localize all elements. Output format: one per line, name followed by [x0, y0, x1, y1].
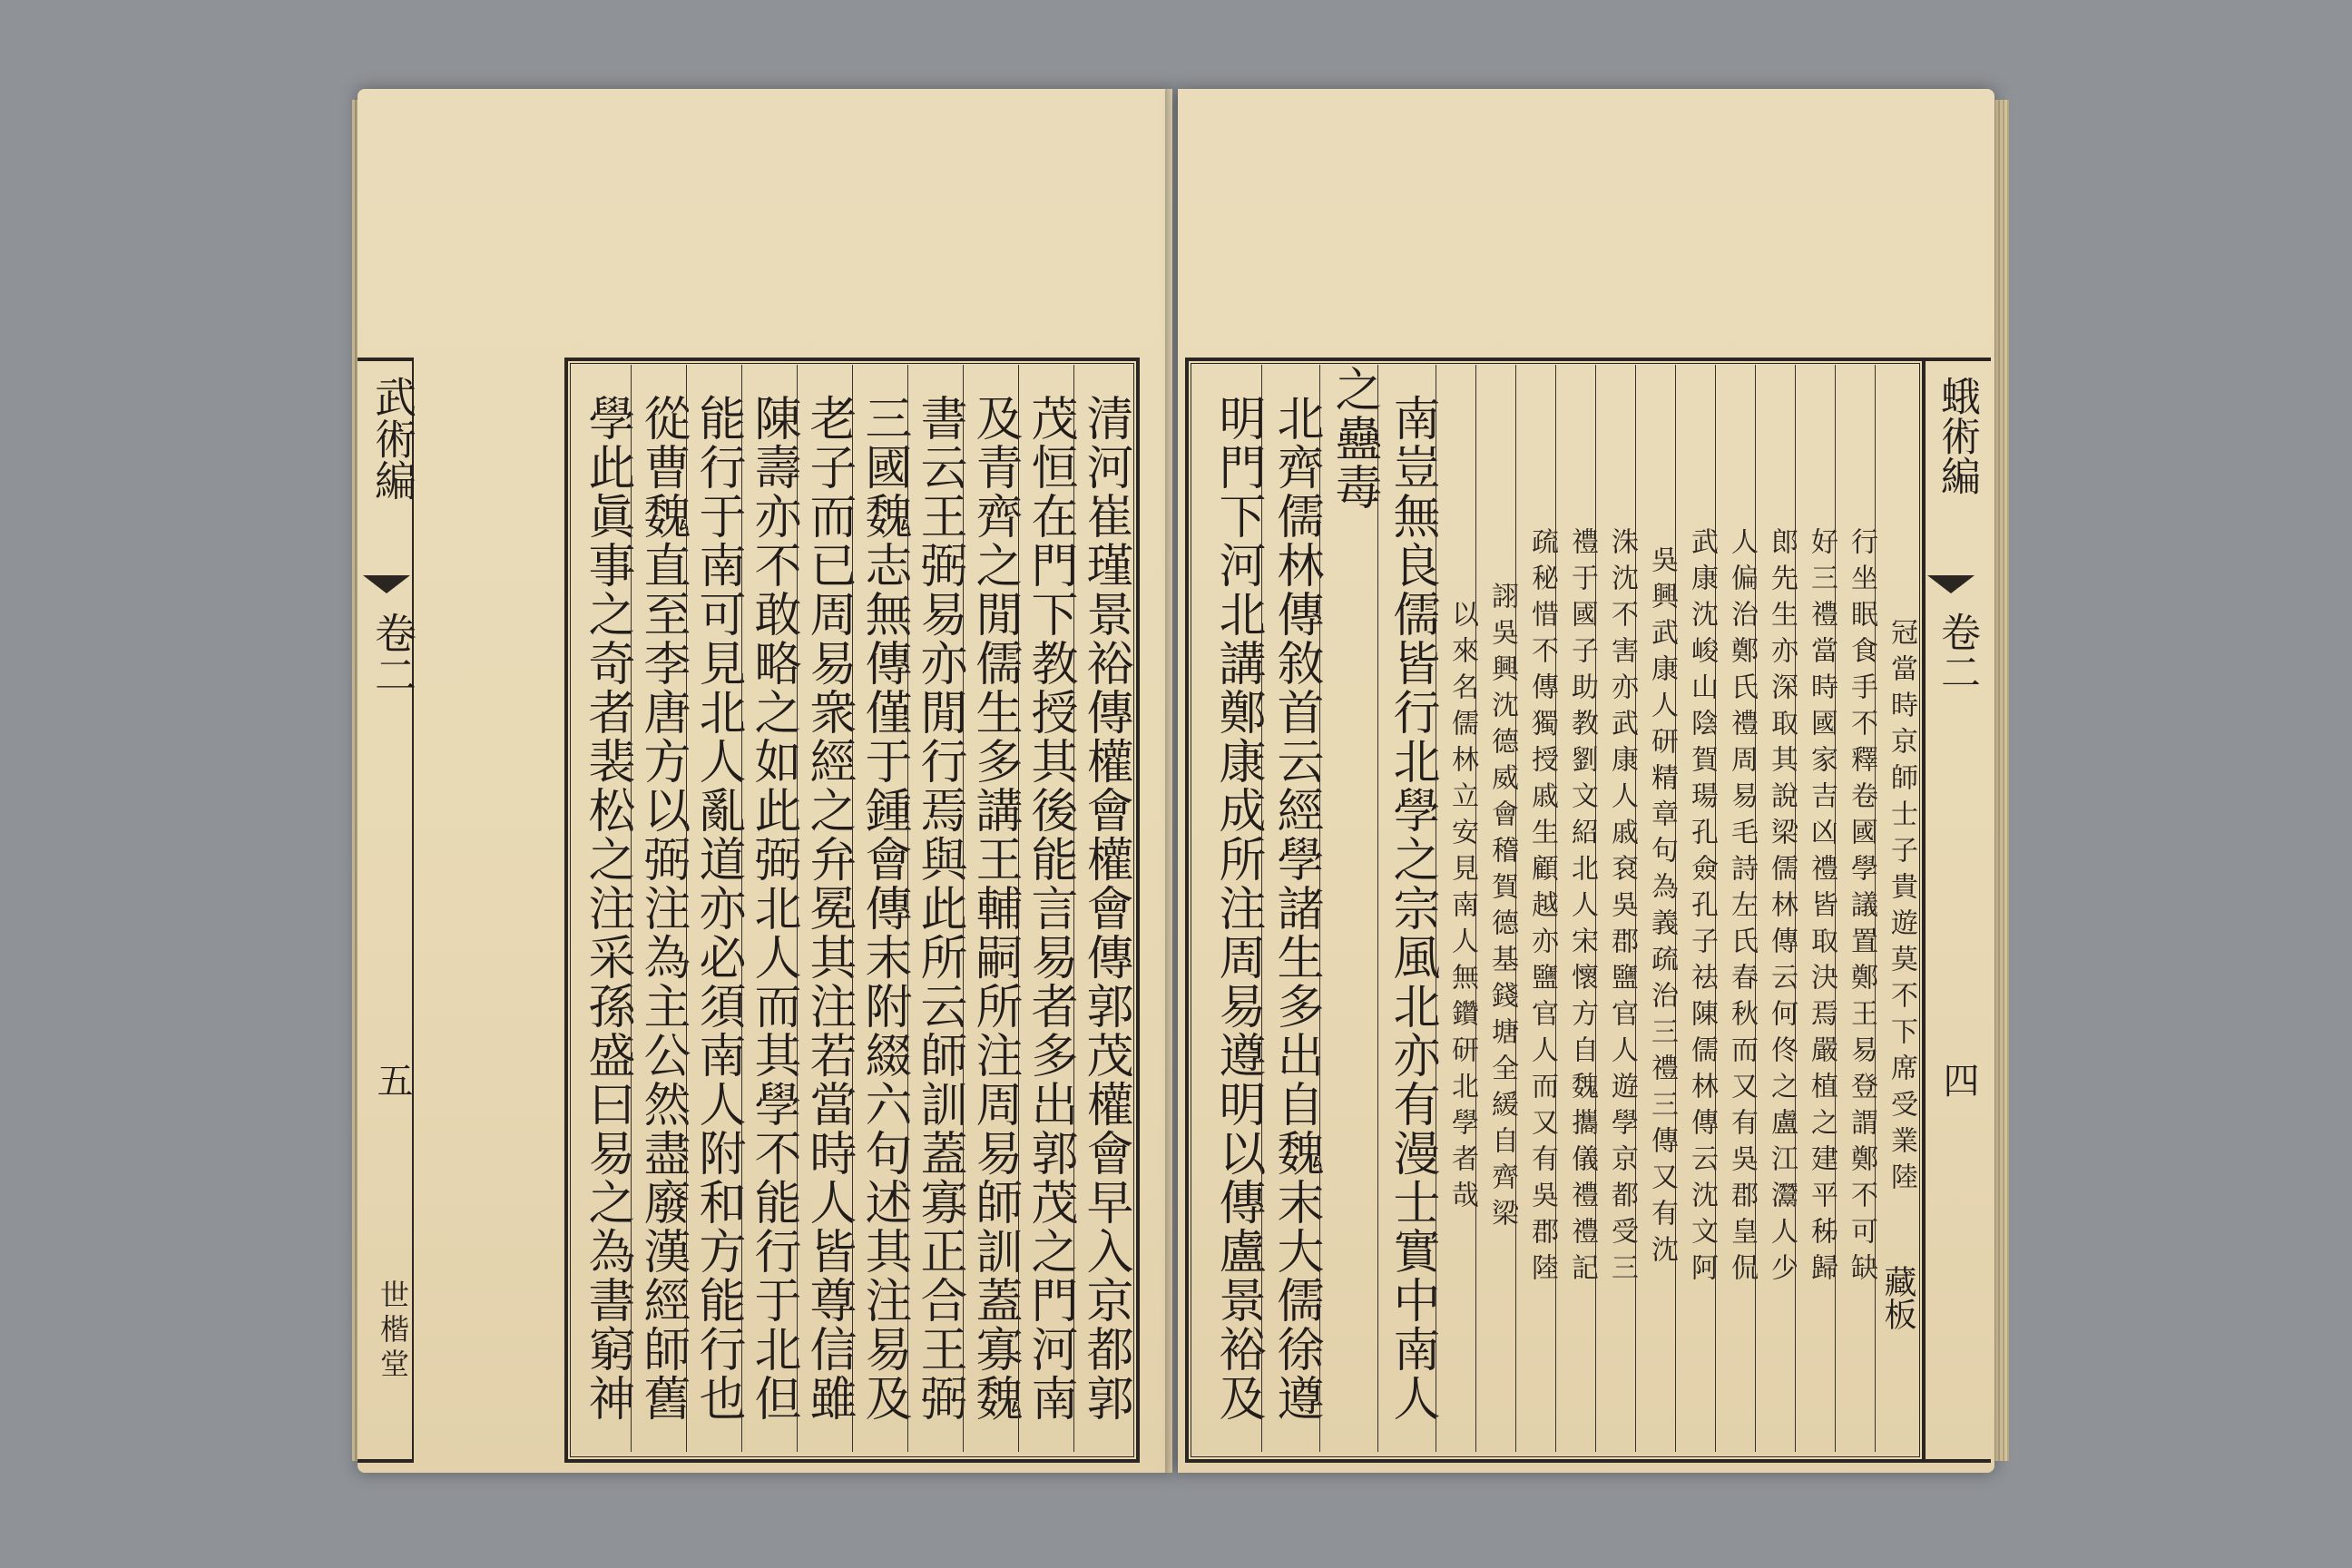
book-title-margin: 蛾術編 — [1934, 376, 1980, 495]
printing-block-seal: 藏板 — [1879, 1265, 1916, 1330]
book-title-margin: 武術編 — [368, 376, 417, 501]
text-column: 北齊儒林傳敘首云經學諸生多出自魏末大儒徐遵 — [1261, 365, 1319, 1452]
folio-number: 四 — [1937, 1062, 1979, 1098]
text-column: 三國魏志無傳僅于鍾會傳末附綴六句述其注易及 — [852, 365, 907, 1452]
right-page-fold-strip — [1918, 358, 1991, 1463]
text-column: 之蠱毒 — [1319, 365, 1377, 1452]
annotation-column: 好三禮當時國家吉凶禮皆取決焉嚴植之建平秭歸 — [1795, 365, 1835, 1452]
text-column: 書云王弼易亦閒行焉與此所云師訓蓋寡正合王弼 — [907, 365, 963, 1452]
right-page — [1178, 89, 1994, 1473]
volume-number-margin: 卷二 — [368, 612, 417, 695]
annotation-column: 以來名儒林立安見南人無鑽研北學者哉 — [1436, 365, 1475, 1452]
left-page — [358, 89, 1172, 1473]
annotation-column: 行坐眠食手不釋卷國學議置鄭王易登謂鄭不可缺 — [1835, 365, 1875, 1452]
text-column: 明門下河北講鄭康成所注周易遵明以傳盧景裕及 — [1210, 394, 1265, 1423]
folio-number: 五 — [371, 1062, 413, 1098]
text-column: 學此眞事之奇者裴松之注采孫盛曰易之為書窮神 — [580, 394, 634, 1423]
annotation-column: 郎先生亦深取其說梁儒林傳云何佟之盧江灊人少 — [1755, 365, 1795, 1452]
annotation-column: 冠當時京師士子貴遊莫不下席受業陸 — [1875, 365, 1915, 1452]
text-column: 陳壽亦不敢略之如此弼北人而其學不能行于北但 — [741, 365, 797, 1452]
text-column: 老子而已周易衆經之弁冕其注若當時人皆尊信雖 — [797, 365, 852, 1452]
annotation-column: 洙沈不害亦武康人戚袞吳郡鹽官人遊學京都受三 — [1595, 365, 1635, 1452]
text-column: 茂恒在門下教授其後能言易者多出郭茂之門河南 — [1018, 365, 1073, 1452]
text-column: 南豈無良儒皆行北學之宗風北亦有漫士實中南人 — [1377, 365, 1436, 1452]
right-page-text-columns — [1192, 365, 1915, 1452]
text-column: 及青齊之閒儒生多講王輔嗣所注周易師訓蓋寡魏 — [963, 365, 1018, 1452]
annotation-column: 詡吳興沈德威會稽賀德基錢塘全緩自齊梁 — [1475, 365, 1515, 1452]
annotation-column: 人偏治鄭氏禮周易毛詩左氏春秋而又有吳郡皇侃 — [1715, 365, 1755, 1452]
annotation-column: 禮于國子助教劉文紹北人宋懷方自魏攜儀禮禮記 — [1555, 365, 1595, 1452]
left-page-text-columns — [572, 365, 1132, 1452]
text-column: 清河崔瑾景裕傳權會權會傳郭茂權會早入京都郭 — [1073, 365, 1129, 1452]
text-column: 從曹魏直至李唐方以弼注為主公然盡廢漢經師舊 — [631, 365, 686, 1452]
fishtail-mark — [363, 575, 410, 593]
annotation-column: 疏秘惜不傳獨授戚生顧越亦鹽官人而又有吳郡陸 — [1515, 365, 1555, 1452]
open-book — [352, 89, 2009, 1473]
annotation-column: 武康沈峻山陰賀瑒孔僉孔子祛陳儒林傳云沈文阿 — [1675, 365, 1715, 1452]
annotation-column: 吳興武康人研精章句為義疏治三禮三傳又有沈 — [1635, 365, 1675, 1452]
fishtail-mark — [1927, 575, 1975, 593]
text-column: 能行于南可見北人亂道亦必須南人附和方能行也 — [686, 365, 741, 1452]
volume-number-margin: 卷二 — [1934, 612, 1980, 691]
publisher-imprint: 世楷堂 — [376, 1279, 410, 1383]
